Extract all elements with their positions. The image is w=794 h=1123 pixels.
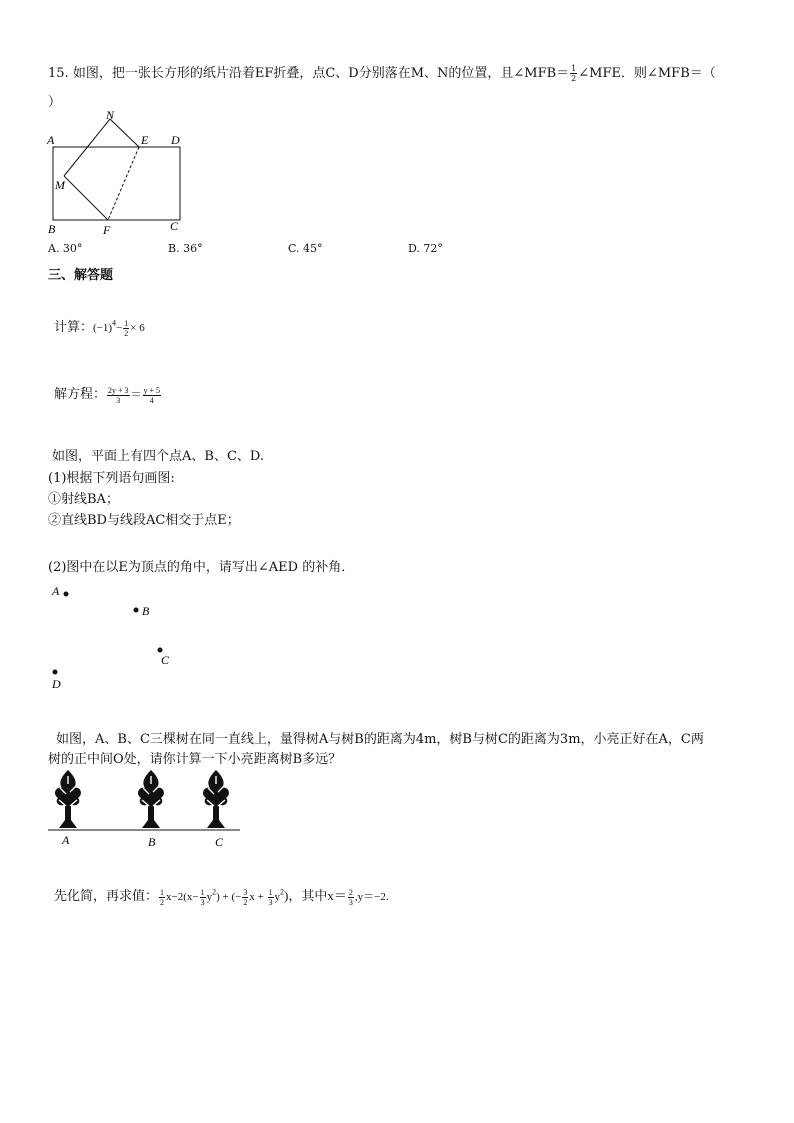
p3-item2: ②直线BD与线段AC相交于点E； bbox=[48, 513, 240, 528]
q15-stem bbox=[48, 62, 716, 83]
q15-number: 15. bbox=[48, 66, 69, 81]
label-d: D bbox=[171, 133, 180, 147]
point-label-d: D bbox=[52, 677, 61, 691]
q15-text-2: ∠MFE．则∠MFB＝（ bbox=[578, 66, 716, 81]
simplify-prefix: 先化简，再求值： bbox=[54, 888, 159, 903]
calc-prefix: 计算： bbox=[54, 319, 94, 334]
label-b: B bbox=[48, 222, 56, 236]
point-label-b: B bbox=[142, 604, 150, 618]
label-n: N bbox=[106, 108, 115, 122]
calc-exponent: 4 bbox=[112, 318, 117, 328]
tree-label-c: C bbox=[215, 835, 224, 849]
simplify-frac-1 bbox=[159, 888, 165, 907]
tree-label-a: A bbox=[62, 833, 70, 847]
p3-part2: (2)图中在以E为顶点的角中，请写出∠AED 的补角． bbox=[48, 560, 355, 575]
point-label-c: C bbox=[161, 653, 170, 667]
point-d bbox=[53, 670, 58, 675]
q15-option-a[interactable]: A. 30° bbox=[48, 242, 83, 255]
q15-option-d[interactable]: D. 72° bbox=[408, 242, 443, 255]
point-a bbox=[64, 592, 69, 597]
section-title: 三、解答题 bbox=[48, 268, 114, 283]
q15-frac-denominator: 2 bbox=[571, 74, 577, 83]
calc-base: (−1) bbox=[93, 322, 113, 334]
p4-trees-figure bbox=[44, 766, 244, 852]
simplify-frac-5 bbox=[348, 888, 354, 907]
frac5-d: 3 bbox=[348, 897, 353, 907]
simplify-frac-4 bbox=[268, 888, 274, 907]
calc-fraction bbox=[123, 319, 129, 338]
frac4-d: 3 bbox=[268, 897, 273, 907]
simplify-t5: y bbox=[274, 891, 281, 903]
p3-item1: ①射线BA； bbox=[48, 492, 119, 507]
eq-sign: ＝ bbox=[130, 389, 142, 401]
calc-rest: × 6 bbox=[130, 322, 145, 334]
label-m: M bbox=[55, 178, 65, 192]
tree-a bbox=[55, 770, 81, 828]
p4-line2: 树的正中间O处，请你计算一下小亮距离树B多远？ bbox=[48, 752, 342, 767]
problem-equation bbox=[54, 383, 162, 405]
eq-rhs-n: y + 5 bbox=[143, 385, 161, 395]
frac2-d: 3 bbox=[200, 897, 205, 907]
eq-lhs-d: 3 bbox=[116, 395, 121, 405]
eq-lhs-fraction bbox=[107, 386, 130, 405]
calc-minus: − bbox=[116, 322, 123, 334]
calc-frac-n: 1 bbox=[124, 318, 129, 328]
frac1-d: 2 bbox=[160, 897, 165, 907]
label-c: C bbox=[170, 219, 179, 233]
segment-ne bbox=[110, 119, 139, 147]
frac3-d: 2 bbox=[243, 897, 248, 907]
frac2-n: 1 bbox=[200, 887, 205, 897]
problem-calc bbox=[54, 316, 145, 338]
fold-line-ef bbox=[108, 147, 139, 220]
p3-intro: 如图，平面上有四个点A、B、C、D. bbox=[52, 449, 264, 464]
point-b bbox=[134, 608, 139, 613]
tree-c bbox=[203, 770, 229, 828]
point-c bbox=[158, 648, 163, 653]
p4-line1: 如图，A、B、C三棵树在同一直线上，量得树A与树B的距离为4m，树B与树C的距离为3m，小亮正好在A，C两 bbox=[56, 732, 704, 747]
frac5-n: 2 bbox=[348, 887, 353, 897]
simplify-t7: ,y＝−2. bbox=[354, 891, 389, 903]
simplify-sq1: 2 bbox=[212, 887, 217, 897]
frac4-n: 1 bbox=[268, 887, 273, 897]
calc-frac-d: 2 bbox=[124, 328, 129, 338]
segment-mf bbox=[64, 176, 108, 220]
q15-option-c[interactable]: C. 45° bbox=[288, 242, 323, 255]
eq-rhs-d: 4 bbox=[149, 395, 154, 405]
label-a: A bbox=[47, 133, 55, 147]
label-f: F bbox=[103, 223, 111, 237]
p3-points-figure bbox=[44, 580, 194, 692]
tree-label-b: B bbox=[148, 835, 156, 849]
q15-stem-line2: ） bbox=[48, 95, 62, 110]
q15-text-1: 如图，把一张长方形的纸片沿着EF折叠，点C、D分别落在M、N的位置，且∠MFB＝ bbox=[72, 66, 570, 81]
simplify-frac-3 bbox=[242, 888, 248, 907]
simplify-frac-2 bbox=[200, 888, 206, 907]
problem-simplify bbox=[54, 885, 389, 907]
simplify-sq2: 2 bbox=[280, 887, 285, 897]
p3-part1: (1)根据下列语句画图: bbox=[48, 471, 175, 486]
frac3-n: 3 bbox=[243, 887, 248, 897]
q15-option-b[interactable]: B. 36° bbox=[168, 242, 203, 255]
eq-lhs-n: 2y + 3 bbox=[108, 385, 129, 395]
eq-prefix: 解方程： bbox=[54, 386, 107, 401]
tree-b bbox=[138, 770, 164, 828]
simplify-t3: ) + (− bbox=[216, 891, 242, 903]
q15-frac-numerator: 1 bbox=[571, 64, 577, 73]
simplify-t2: y bbox=[206, 891, 213, 903]
simplify-t1: x−2(x− bbox=[166, 891, 199, 903]
frac1-n: 1 bbox=[160, 887, 165, 897]
label-e: E bbox=[141, 133, 149, 147]
point-label-a: A bbox=[52, 584, 60, 598]
eq-rhs-fraction bbox=[143, 386, 162, 405]
simplify-t6: )，其中x＝ bbox=[284, 888, 347, 903]
simplify-t4: x + bbox=[249, 891, 267, 903]
q15-fraction bbox=[570, 64, 577, 83]
q15-fold-figure bbox=[44, 106, 194, 238]
